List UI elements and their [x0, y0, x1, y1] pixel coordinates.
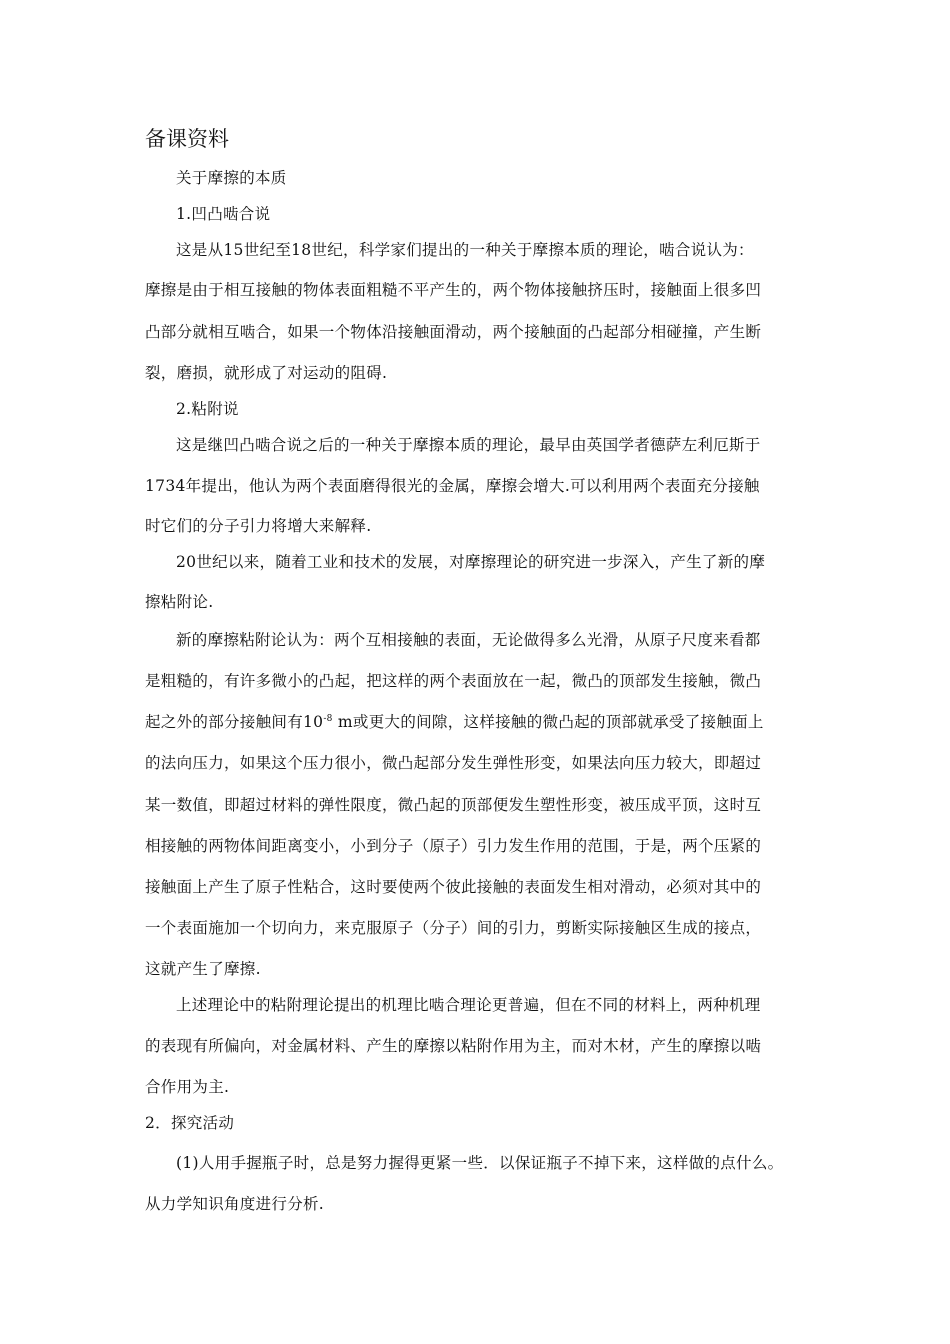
paragraph-line: 凸部分就相互啮合，如果一个物体沿接触面滑动，两个接触面的凸起部分相碰撞，产生断: [145, 323, 762, 341]
paragraph-line: 合作用为主.: [145, 1078, 230, 1096]
paragraph-line: (1)人用手握瓶子时，总是努力握得更紧一些．以保证瓶子不掉下来，这样做的点什么。: [176, 1154, 784, 1172]
paragraph-line: 20世纪以来，随着工业和技术的发展，对摩擦理论的研究进一步深入，产生了新的摩: [176, 553, 766, 571]
text-segment: 起之外的部分接触间有10: [145, 713, 324, 731]
paragraph-line: [145, 712, 764, 732]
section-heading: 关于摩擦的本质: [176, 169, 287, 187]
paragraph-line: 一个表面施加一个切向力，来克服原子（分子）间的引力，剪断实际接触区生成的接点，: [145, 919, 762, 937]
paragraph-line: 相接触的两物体间距离变小，小到分子（原子）引力发生作用的范围，于是，两个压紧的: [145, 837, 762, 855]
paragraph-line: 这是继凹凸啮合说之后的一种关于摩擦本质的理论，最早由英国学者德萨左利厄斯于: [176, 436, 761, 454]
paragraph-line: 的表现有所偏向，对金属材料、产生的摩擦以粘附作用为主，而对木材，产生的摩擦以啮: [145, 1037, 762, 1055]
paragraph-line: 擦粘附论.: [145, 593, 214, 611]
paragraph-line: 上述理论中的粘附理论提出的机理比啮合理论更普遍，但在不同的材料上，两种机理: [176, 996, 761, 1014]
text-segment: m或更大的间隙，这样接触的微凸起的顶部就承受了接触面上: [332, 713, 764, 731]
document-title: 备课资料: [145, 127, 229, 151]
section-heading: 2．探究活动: [145, 1114, 235, 1132]
paragraph-line: 从力学知识角度进行分析.: [145, 1195, 325, 1213]
paragraph-line: 的法向压力，如果这个压力很小，微凸起部分发生弹性形变，如果法向压力较大，即超过: [145, 754, 762, 772]
paragraph-line: 摩擦是由于相互接触的物体表面粗糙不平产生的，两个物体接触挤压时，接触面上很多凹: [145, 281, 762, 299]
paragraph-line: 时它们的分子引力将增大来解释.: [145, 517, 372, 535]
paragraph-line: 1734年提出，他认为两个表面磨得很光的金属，摩擦会增大.可以利用两个表面充分接触: [145, 477, 760, 495]
paragraph-line: 这就产生了摩擦.: [145, 960, 261, 978]
paragraph-line: 某一数值，即超过材料的弹性限度，微凸起的顶部便发生塑性形变，被压成平顶，这时互: [145, 796, 762, 814]
subsection-heading: 2.粘附说: [176, 400, 239, 418]
paragraph-line: 这是从15世纪至18世纪，科学家们提出的一种关于摩擦本质的理论，啮合说认为：: [176, 241, 754, 259]
paragraph-line: 裂，磨损，就形成了对运动的阻碍.: [145, 364, 388, 382]
paragraph-line: 是粗糙的，有许多微小的凸起，把这样的两个表面放在一起，微凸的顶部发生接触，微凸: [145, 672, 762, 690]
paragraph-line: 接触面上产生了原子性粘合，这时要使两个彼此接触的表面发生相对滑动，必须对其中的: [145, 878, 762, 896]
subsection-heading: 1.凹凸啮合说: [176, 205, 271, 223]
paragraph-line: 新的摩擦粘附论认为：两个互相接触的表面，无论做得多么光滑，从原子尺度来看都: [176, 631, 761, 649]
exponent: -8: [323, 714, 333, 724]
